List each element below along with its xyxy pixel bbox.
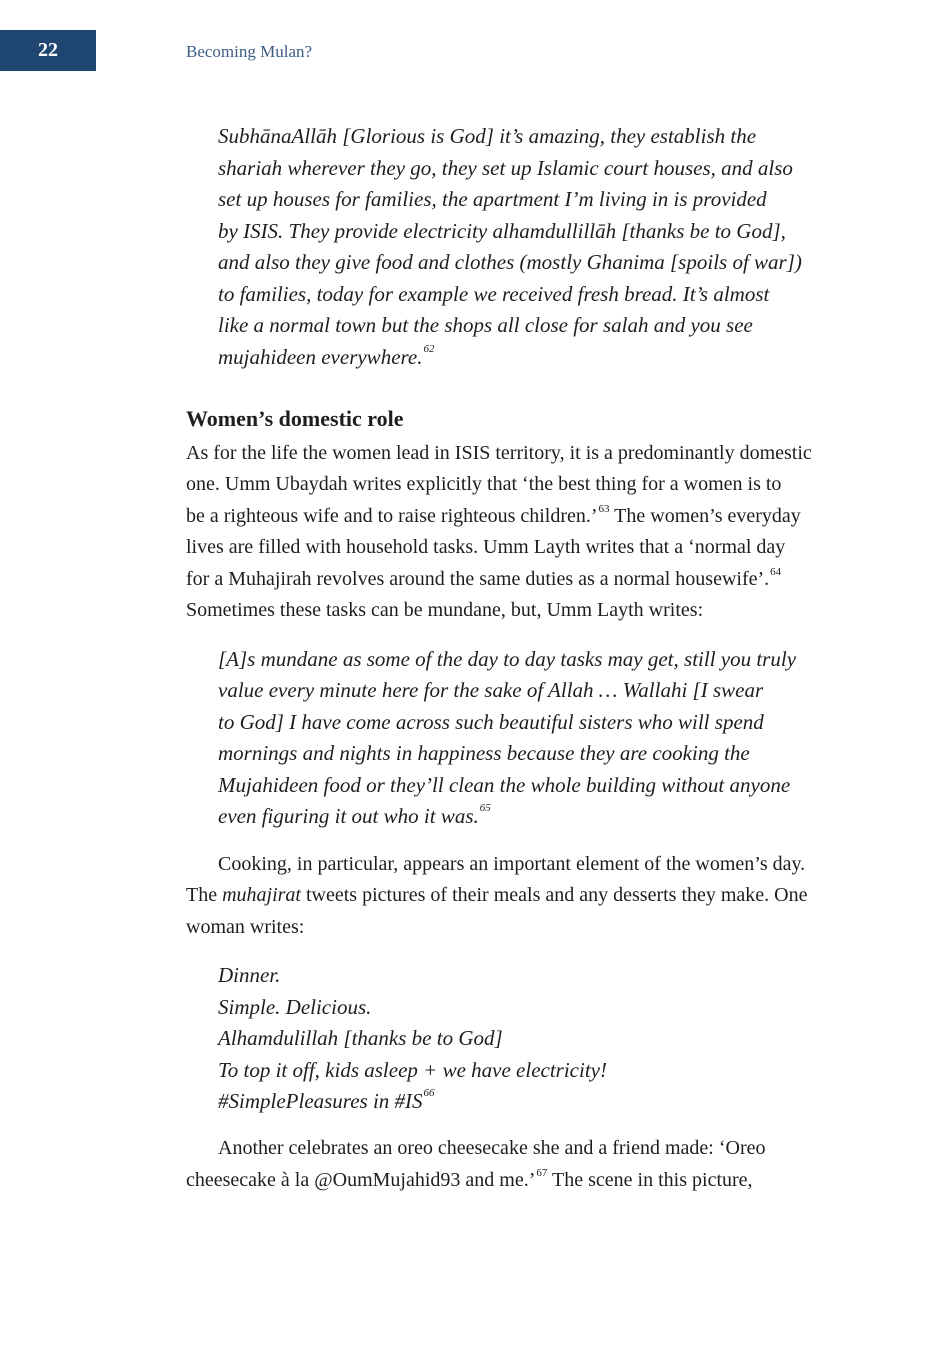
- quote-line: to families, today for example we received fresh bread. It’s almost: [218, 282, 770, 306]
- body-line: woman writes:: [186, 916, 305, 938]
- quote-line: value every minute here for the sake of Allah … Wallahi [I swear: [218, 678, 764, 702]
- quote-text: #SimplePleasures in #IS: [218, 1089, 423, 1113]
- quote-line: by ISIS. They provide electricity alhamdullillāh [thanks be to God],: [218, 219, 786, 243]
- quote-line: Simple. Delicious.: [218, 995, 372, 1019]
- body-line: Cooking, in particular, appears an important element of the women’s day.: [218, 853, 806, 875]
- quote-line: SubhānaAllāh [Glorious is God] it’s amazing, they establish the: [218, 124, 757, 148]
- quote-text: even figuring it out who it was.: [218, 804, 479, 828]
- quote-line: To top it off, kids asleep + we have electricity!: [218, 1058, 607, 1082]
- quote-text: mujahideen everywhere.: [218, 345, 423, 369]
- quote-line: Mujahideen food or they’ll clean the whole building without anyone: [218, 773, 791, 797]
- body-text: for a Muhajirah revolves around the same duties as a normal housewife’.: [186, 568, 770, 590]
- body-line: [186, 884, 808, 907]
- quote-line: mornings and nights in happiness because they are cooking the: [218, 741, 750, 765]
- body-text: The scene in this picture,: [547, 1169, 753, 1191]
- body-line: lives are filled with household tasks. Umm Layth writes that a ‘normal day: [186, 536, 786, 558]
- quote-line: [218, 1089, 435, 1114]
- body-line: one. Umm Ubaydah writes explicitly that ‘the best thing for a women is to: [186, 473, 782, 495]
- quote-line: set up houses for families, the apartment I’m living in is provided: [218, 187, 767, 211]
- quote-line: to God] I have come across such beautiful sisters who will spend: [218, 710, 764, 734]
- footnote-ref: 64: [770, 566, 782, 578]
- body-line: As for the life the women lead in ISIS territory, it is a predominantly domestic: [186, 442, 812, 464]
- footnote-ref: 67: [536, 1167, 548, 1179]
- quote-line: like a normal town but the shops all close for salah and you see: [218, 313, 753, 337]
- body-line: Sometimes these tasks can be mundane, but, Umm Layth writes:: [186, 599, 704, 621]
- body-text: tweets pictures of their meals and any desserts they make. One: [301, 884, 808, 906]
- quote-line: and also they give food and clothes (mostly Ghanima [spoils of war]): [218, 250, 802, 274]
- body-text: The: [186, 884, 223, 906]
- footnote-ref: 63: [598, 503, 610, 515]
- footnote-ref: 65: [479, 802, 491, 814]
- quote-line: Dinner.: [218, 963, 281, 987]
- footnote-ref: 62: [423, 343, 435, 355]
- quote-line: Alhamdulillah [thanks be to God]: [218, 1026, 503, 1050]
- body-text: be a righteous wife and to raise righteous children.’: [186, 505, 598, 527]
- body-line: [186, 505, 801, 528]
- quote-line: [A]s mundane as some of the day to day tasks may get, still you truly: [218, 647, 797, 671]
- section-heading: Women’s domestic role: [186, 406, 404, 431]
- footnote-ref: 66: [423, 1087, 435, 1099]
- body-text: The women’s everyday: [609, 505, 801, 527]
- body-line: Another celebrates an oreo cheesecake she and a friend made: ‘Oreo: [218, 1137, 766, 1159]
- page-number: 22: [38, 39, 58, 61]
- quote-line: [218, 345, 434, 370]
- body-text: cheesecake à la @OumMujahid93 and me.’: [186, 1169, 536, 1191]
- quote-line: [218, 804, 491, 829]
- running-title: Becoming Mulan?: [186, 42, 313, 61]
- body-line: [186, 1169, 753, 1192]
- quote-line: shariah wherever they go, they set up Islamic court houses, and also: [218, 156, 793, 180]
- emphasis-text: muhajirat: [222, 884, 301, 906]
- page-number-box: [0, 30, 96, 71]
- body-line: [186, 568, 781, 591]
